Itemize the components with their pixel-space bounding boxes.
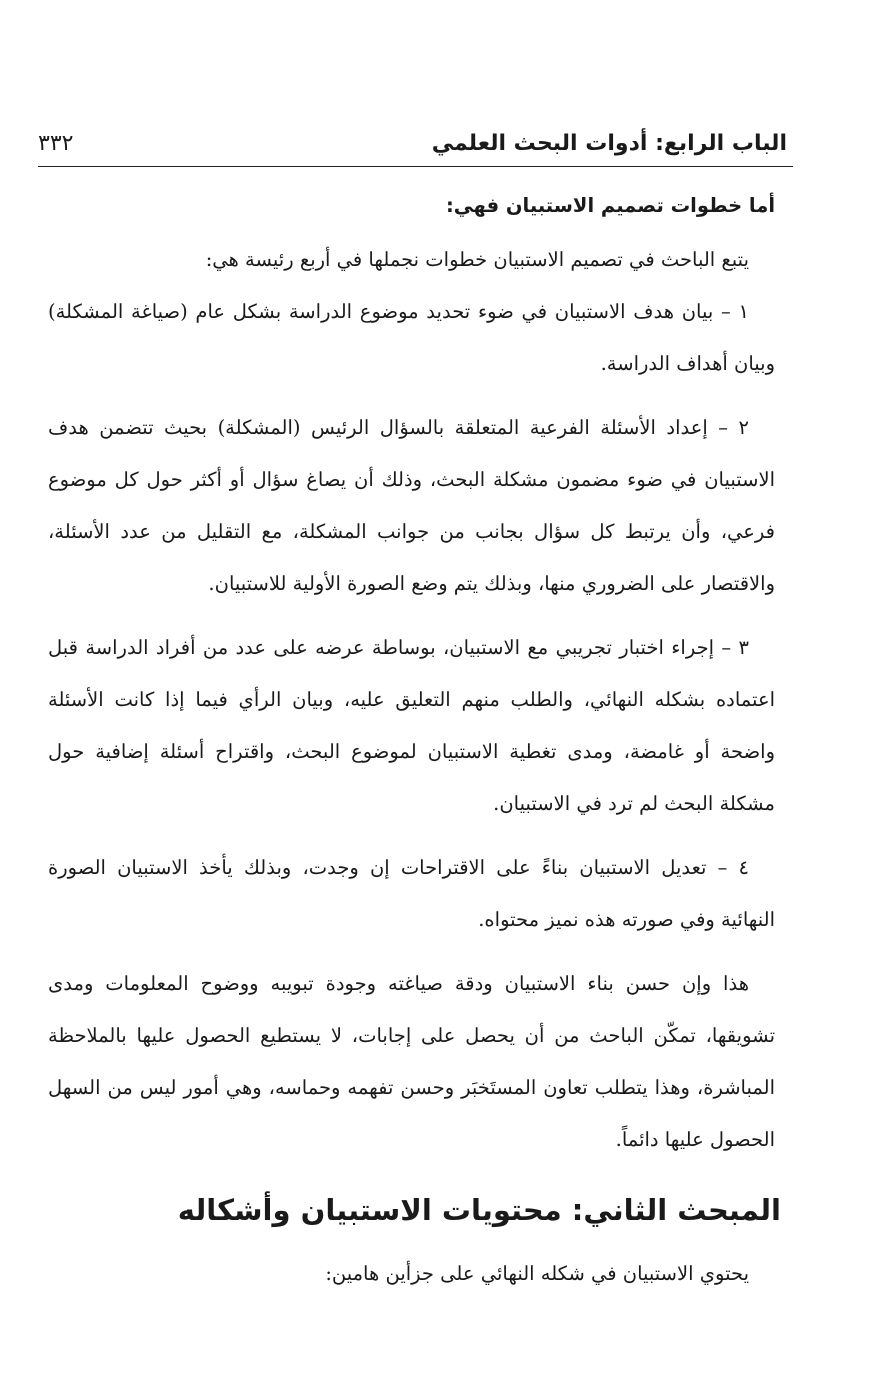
running-header <box>38 118 787 168</box>
closing-paragraph: هذا وإن حسن بناء الاستبيان ودقة صياغته وجودة تبويبه ووضوح المعلومات ومدى تشويقها، تمكّن الباحث من أن يحصل على إجابات، لا يستطيع الحصول عليها بالملاحظة المباشرة، وهذا يتطلب تعاون المستَخبَر وحسن تفهمه وحماسه، وهي أمور ليس من السهل الحصول عليها دائماً. <box>48 972 775 1151</box>
header-rule <box>38 166 793 167</box>
section-heading: المبحث الثاني: محتويات الاستبيان وأشكاله <box>177 1193 781 1227</box>
page-number: ٣٣٢ <box>38 130 74 156</box>
section-intro-paragraph: يحتوي الاستبيان في شكله النهائي على جزأين هامين: <box>325 1262 749 1285</box>
chapter-running-title: الباب الرابع: أدوات البحث العلمي <box>431 130 787 156</box>
step-3-paragraph: ٣ – إجراء اختبار تجريبي مع الاستبيان، بوساطة عرضه على عدد من أفراد الدراسة قبل اعتماده بشكله النهائي، والطلب منهم التعليق عليه، وبيان الرأي فيما إذا كانت الأسئلة واضحة أو غامضة، ومدى تغطية الاستبيان لموضوع البحث، واقتراح أسئلة إضافية حول مشكلة البحث لم ترد في الاستبيان. <box>48 636 775 815</box>
intro-paragraph: يتبع الباحث في تصميم الاستبيان خطوات نجملها في أربع رئيسة هي: <box>205 248 749 271</box>
step-2-paragraph: ٢ – إعداد الأسئلة الفرعية المتعلقة بالسؤال الرئيس (المشكلة) بحيث تتضمن هدف الاستبيان في ضوء مضمون مشكلة البحث، وذلك أن يصاغ سؤال أو أكثر حول كل موضوع فرعي، وأن يرتبط كل سؤال بجانب من جوانب المشكلة، مع التقليل من عدد الأسئلة، والاقتصار على الضروري منها، وبذلك يتم وضع الصورة الأولية للاستبيان. <box>48 416 775 595</box>
step-4-paragraph: ٤ – تعديل الاستبيان بناءً على الاقتراحات إن وجدت، وبذلك يأخذ الاستبيان الصورة النهائية وفي صورته هذه نميز محتواه. <box>48 856 775 931</box>
step-1-paragraph: ١ – بيان هدف الاستبيان في ضوء تحديد موضوع الدراسة بشكل عام (صياغة المشكلة) وبيان أهداف الدراسة. <box>48 300 775 375</box>
body-text <box>48 180 781 1300</box>
subheading-design-steps: أما خطوات تصميم الاستبيان فهي: <box>445 194 775 217</box>
